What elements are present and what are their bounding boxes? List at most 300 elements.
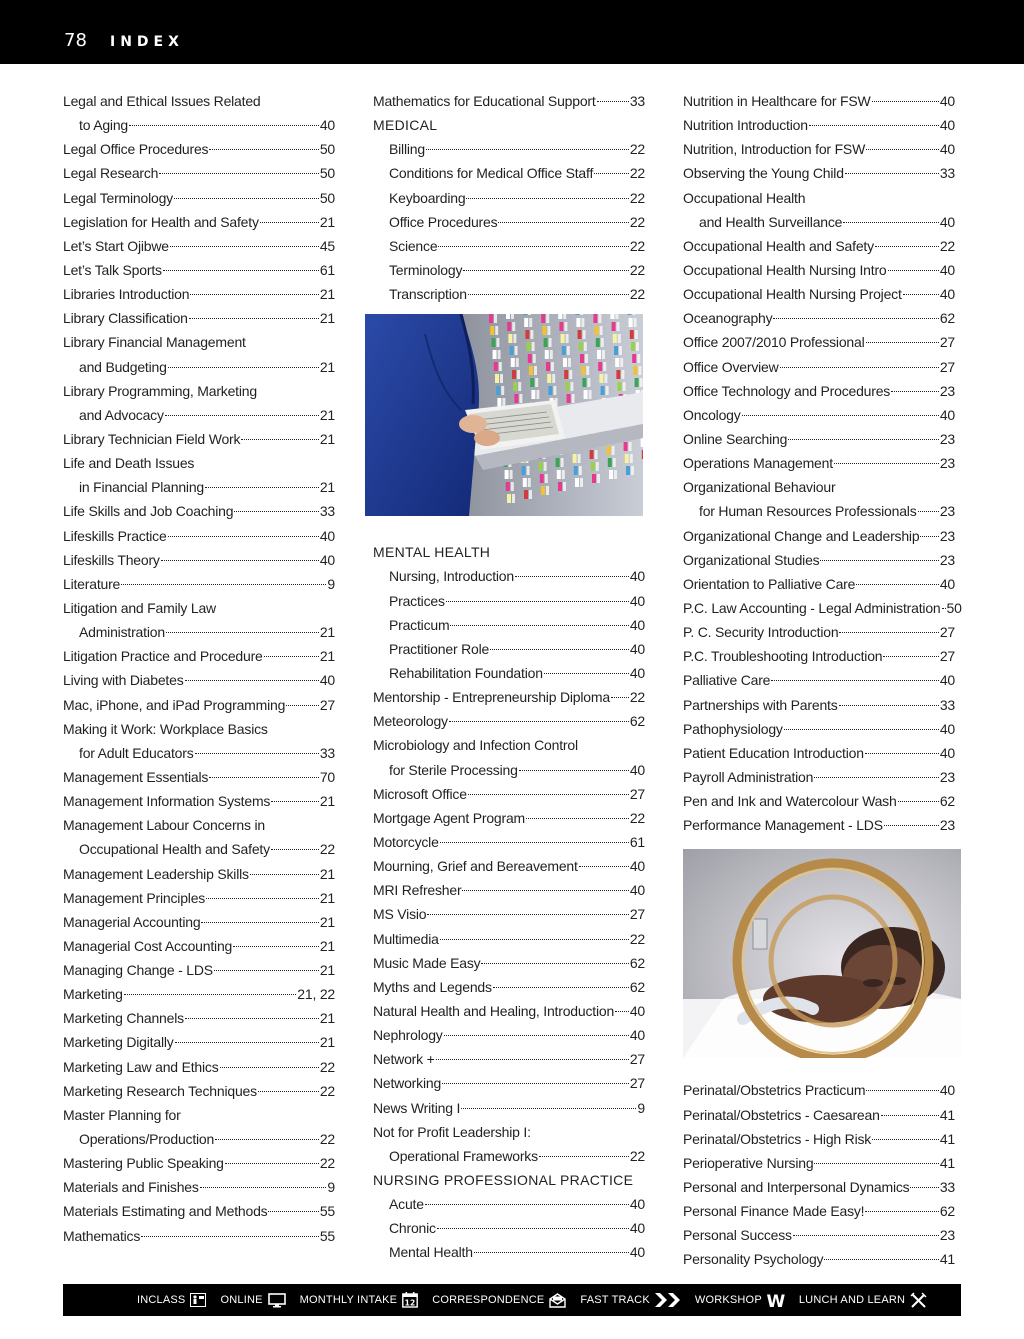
dot-leader <box>215 1139 319 1140</box>
index-entry <box>373 927 645 951</box>
index-entry <box>683 1247 955 1271</box>
index-entry <box>373 89 645 113</box>
index-entry-page: 41 <box>939 1251 955 1268</box>
index-entry-title: Network + <box>373 1051 435 1068</box>
index-entry-page: 40 <box>939 575 955 592</box>
index-entry-title: Office Technology and Procedures <box>683 382 891 399</box>
index-entry <box>683 741 955 765</box>
index-entry-title: News Writing I <box>373 1099 461 1116</box>
legend-label: MONTHLY INTAKE <box>299 1294 398 1306</box>
index-entry-title: Mac, iPhone, and iPad Programming <box>63 696 286 713</box>
index-entry-title: and Advocacy <box>79 406 164 423</box>
index-entry <box>63 813 335 837</box>
index-entry-page: 40 <box>939 1082 955 1099</box>
index-entry-page: 22 <box>629 809 645 826</box>
index-entry-title: Organizational Behaviour <box>683 479 836 496</box>
index-entry <box>63 282 335 306</box>
index-entry <box>683 1199 955 1223</box>
index-entry <box>683 210 955 234</box>
dot-leader <box>498 222 628 223</box>
dot-leader <box>866 1090 939 1091</box>
index-entry-title: Mathematics <box>63 1227 141 1244</box>
index-entry-title: Online Searching <box>683 430 788 447</box>
legend-item <box>799 1292 927 1309</box>
index-entry-title: Partnerships with Parents <box>683 696 838 713</box>
index-entry <box>683 234 955 258</box>
index-entry-page: 27 <box>939 648 955 665</box>
index-entry-page: 40 <box>629 640 645 657</box>
dot-leader <box>594 173 629 174</box>
dot-leader <box>220 1067 319 1068</box>
index-entry <box>373 186 645 210</box>
dot-leader <box>839 705 939 706</box>
dot-leader <box>856 584 939 585</box>
index-entry-title: Libraries Introduction <box>63 286 190 303</box>
index-entry <box>683 813 955 837</box>
index-entry <box>373 975 645 999</box>
dot-leader <box>234 511 319 512</box>
index-entry-title: Let’s Start Ojibwe <box>63 237 169 254</box>
index-entry-page: 40 <box>319 672 335 689</box>
index-entry <box>373 258 645 282</box>
index-entry <box>63 717 335 741</box>
index-entry <box>683 330 955 354</box>
dot-leader <box>820 560 938 561</box>
index-entry-title: Materials and Finishes <box>63 1179 199 1196</box>
dot-leader <box>742 415 939 416</box>
dot-leader <box>793 1235 939 1236</box>
dot-leader <box>124 994 297 995</box>
index-entry <box>683 1103 955 1127</box>
index-entry-page: 22 <box>319 841 335 858</box>
legend-label: FAST TRACK <box>580 1294 650 1306</box>
index-entry-page: 62 <box>939 793 955 810</box>
dot-leader <box>519 770 629 771</box>
index-category-heading: MENTAL HEALTH <box>373 544 491 561</box>
dot-leader <box>888 270 939 271</box>
index-entry-title: Mathematics for Educational Support <box>373 93 596 109</box>
mail-icon <box>549 1293 566 1308</box>
dot-leader <box>903 294 939 295</box>
index-category-heading: NURSING PROFESSIONAL PRACTICE <box>373 1171 634 1188</box>
dot-leader <box>843 222 939 223</box>
dot-leader <box>872 1139 939 1140</box>
index-entry-title: Patient Education Introduction <box>683 744 864 761</box>
index-entry <box>373 951 645 975</box>
index-entry-title: Personality Psychology <box>683 1251 824 1268</box>
index-entry-page: 40 <box>319 117 335 134</box>
index-entry-title: Marketing Law and Ethics <box>63 1058 219 1075</box>
index-entry <box>63 355 335 379</box>
index-entry-page: 62 <box>939 1203 955 1220</box>
index-entry-page: 22 <box>939 237 955 254</box>
dot-leader <box>845 173 939 174</box>
index-entry-page: 21 <box>319 865 335 882</box>
dot-leader <box>129 125 319 126</box>
index-entry <box>63 741 335 765</box>
index-entry <box>373 637 645 661</box>
index-entry-page: 61 <box>629 833 645 850</box>
index-entry-page: 23 <box>939 382 955 399</box>
dot-leader <box>205 487 319 488</box>
index-entry-page: 22 <box>319 1155 335 1172</box>
dot-leader <box>615 1011 629 1012</box>
index-entry-page: 21 <box>319 793 335 810</box>
index-entry-page: 27 <box>629 1051 645 1068</box>
dot-leader <box>444 1035 629 1036</box>
index-entry <box>63 668 335 692</box>
index-entry <box>373 1120 645 1144</box>
index-entry-page: 45 <box>319 237 335 254</box>
index-entry-title: MS Visio <box>373 906 427 923</box>
index-entry <box>683 403 955 427</box>
index-entry-title: Pathophysiology <box>683 720 783 737</box>
calendar-icon <box>402 1292 418 1308</box>
index-entry <box>63 572 335 596</box>
index-entry <box>63 1224 335 1248</box>
index-entry <box>63 186 335 210</box>
index-entry <box>683 1223 955 1247</box>
index-entry-title: Marketing Research Techniques <box>63 1082 257 1099</box>
dot-leader <box>462 890 628 891</box>
index-entry <box>373 1071 645 1095</box>
index-entry-title: Billing <box>389 141 425 158</box>
index-entry-page: 21 <box>319 479 335 496</box>
index-entry-title: Occupational Health and Safety <box>79 841 270 858</box>
dot-leader <box>771 680 939 681</box>
index-entry <box>373 902 645 926</box>
index-entry-title: Life Skills and Job Coaching <box>63 503 234 520</box>
index-entry-page: 27 <box>629 785 645 802</box>
index-entry <box>373 806 645 830</box>
index-entry-page: 41 <box>939 1154 955 1171</box>
dot-leader <box>809 125 939 126</box>
dot-leader <box>920 536 938 537</box>
index-entry-title: Rehabilitation Foundation <box>389 664 543 681</box>
index-entry-page: 27 <box>939 358 955 375</box>
index-entry <box>373 613 645 637</box>
dot-leader <box>834 463 939 464</box>
dot-leader <box>474 1252 629 1253</box>
index-entry <box>683 186 955 210</box>
index-entry <box>373 661 645 685</box>
index-entry-title: Litigation Practice and Procedure <box>63 648 263 665</box>
index-entry-title: Management Information Systems <box>63 793 271 810</box>
index-entry-title: Office Procedures <box>389 213 498 230</box>
index-entry-page: 22 <box>629 189 645 206</box>
index-entry-title: Legal and Ethical Issues Related <box>63 93 261 109</box>
index-entry <box>683 668 955 692</box>
index-entry-title: Motorcycle <box>373 833 439 850</box>
index-entry-page: 40 <box>939 744 955 761</box>
legend-item <box>580 1293 680 1307</box>
index-entry-title: Mentorship - Entrepreneurship Diploma <box>373 689 610 706</box>
dot-leader <box>839 632 938 633</box>
index-entry-title: P. C. Security Introduction <box>683 624 839 641</box>
dot-leader <box>611 697 629 698</box>
index-entry-title: Nutrition, Introduction for FSW <box>683 141 866 158</box>
dot-leader <box>250 874 319 875</box>
index-entry <box>63 596 335 620</box>
index-entry <box>683 475 955 499</box>
index-entry <box>63 210 335 234</box>
dot-leader <box>526 818 629 819</box>
index-entry-title: Mental Health <box>389 1244 473 1261</box>
index-entry-page: 22 <box>319 1131 335 1148</box>
index-entry-page: 40 <box>629 616 645 633</box>
index-entry-page: 21 <box>319 310 335 327</box>
index-entry-title: for Adult Educators <box>79 744 194 761</box>
dot-leader <box>463 270 629 271</box>
index-entry-page: 22 <box>629 237 645 254</box>
index-entry-title: Occupational Health Nursing Project <box>683 286 902 303</box>
index-entry-page: 62 <box>629 713 645 730</box>
index-entry-title: Performance Management - LDS <box>683 817 883 834</box>
index-entry-title: Natural Health and Healing, Introduction <box>373 1002 615 1019</box>
index-entry-title: Science <box>389 237 438 254</box>
index-entry <box>683 161 955 185</box>
index-entry <box>373 1192 645 1216</box>
index-entry-title: Personal and Interpersonal Dynamics <box>683 1178 910 1195</box>
index-entry-title: Organizational Change and Leadership <box>683 527 920 544</box>
index-entry-page: 40 <box>629 592 645 609</box>
dot-leader <box>866 149 939 150</box>
index-entry-page: 40 <box>939 213 955 230</box>
dot-leader <box>918 511 939 512</box>
dot-leader <box>942 608 946 609</box>
index-entry-page: 33 <box>629 93 645 109</box>
index-entry-title: Practitioner Role <box>389 640 490 657</box>
index-entry-title: Legal Office Procedures <box>63 141 209 158</box>
index-entry-page: 62 <box>629 954 645 971</box>
index-column-1 <box>63 89 335 1248</box>
dot-leader <box>163 270 319 271</box>
index-entry-page: 40 <box>629 664 645 681</box>
index-entry <box>63 427 335 451</box>
index-entry <box>373 589 645 613</box>
index-entry-page: 33 <box>319 744 335 761</box>
index-entry-page: 27 <box>939 624 955 641</box>
index-entry-title: Management Labour Concerns in <box>63 817 265 834</box>
index-entry <box>683 596 962 620</box>
index-entry-title: Perinatal/Obstetrics Practicum <box>683 1082 866 1099</box>
index-entry <box>63 451 335 475</box>
index-entry-title: Nutrition in Healthcare for FSW <box>683 93 871 109</box>
index-entry-page: 22 <box>629 930 645 947</box>
dot-leader <box>468 794 629 795</box>
dot-leader <box>539 1156 629 1157</box>
index-entry-page: 40 <box>939 261 955 278</box>
index-entry-title: Myths and Legends <box>373 978 492 995</box>
index-entry-page: 27 <box>629 906 645 923</box>
index-entry <box>63 1151 335 1175</box>
index-entry <box>683 1127 955 1151</box>
index-entry-page: 21 <box>319 624 335 641</box>
index-entry <box>683 548 955 572</box>
index-entry <box>63 475 335 499</box>
legend-label: LUNCH AND LEARN <box>798 1294 906 1306</box>
index-entry-page: 22 <box>629 286 645 303</box>
index-entry-page: 22 <box>629 165 645 182</box>
dot-leader <box>437 1228 629 1229</box>
index-entry <box>63 1127 335 1151</box>
index-entry-title: Networking <box>373 1075 442 1092</box>
index-entry-page: 40 <box>629 761 645 778</box>
index-entry-page: 41 <box>939 1130 955 1147</box>
index-entry-title: Observing the Young Child <box>683 165 844 182</box>
index-entry-page: 23 <box>939 527 955 544</box>
dot-leader <box>121 584 326 585</box>
index-entry-title: Lifeskills Practice <box>63 527 167 544</box>
index-entry-title: Master Planning for <box>63 1106 181 1123</box>
index-entry-page: 22 <box>319 1058 335 1075</box>
legend-label: CORRESPONDENCE <box>432 1294 545 1306</box>
index-entry-page: 33 <box>939 1178 955 1195</box>
dot-leader <box>814 1163 938 1164</box>
index-entry-page: 21 <box>319 913 335 930</box>
index-entry <box>63 1006 335 1030</box>
index-entry-page: 22 <box>629 689 645 706</box>
index-entry-title: Operations/Production <box>79 1131 215 1148</box>
index-entry <box>683 1078 955 1102</box>
index-entry <box>63 1103 335 1127</box>
dot-leader <box>271 801 319 802</box>
dot-leader <box>141 1236 319 1237</box>
index-entry-title: Occupational Health Nursing Intro <box>683 261 887 278</box>
index-entry-page: 40 <box>629 1220 645 1237</box>
index-entry-page: 21 <box>319 889 335 906</box>
index-entry <box>373 1144 645 1168</box>
index-entry-title: Making it Work: Workplace Basics <box>63 720 268 737</box>
index-entry-page: 23 <box>939 1227 955 1244</box>
index-entry-page: 21 <box>319 286 335 303</box>
legend-item <box>300 1292 419 1308</box>
index-entry <box>683 137 955 161</box>
index-entry <box>63 258 335 282</box>
index-entry-title: Transcription <box>389 286 467 303</box>
index-entry <box>63 934 335 958</box>
index-column-2 <box>373 89 645 1264</box>
index-entry-title: in Financial Planning <box>79 479 204 496</box>
index-entry-title: Oncology <box>683 406 741 423</box>
medical-records-photo <box>365 314 643 516</box>
dot-leader <box>442 1083 629 1084</box>
index-entry-page: 40 <box>629 1002 645 1019</box>
index-entry <box>373 782 645 806</box>
dot-leader <box>165 415 319 416</box>
index-entry-title: Occupational Health and Safety <box>683 237 874 254</box>
dot-leader <box>175 1042 319 1043</box>
index-entry <box>63 644 335 668</box>
index-entry <box>63 982 335 1006</box>
index-entry-page: 27 <box>629 1075 645 1092</box>
index-entry-page: 55 <box>319 1227 335 1244</box>
dot-leader <box>481 963 628 964</box>
index-entry <box>683 113 955 137</box>
index-entry <box>683 644 955 668</box>
index-entry <box>63 1055 335 1079</box>
index-entry-title: Management Principles <box>63 889 206 906</box>
index-entry-title: Administration <box>79 624 165 641</box>
index-entry <box>683 306 955 330</box>
dot-leader <box>780 367 939 368</box>
index-entry-page: 23 <box>939 551 955 568</box>
dot-leader <box>866 342 939 343</box>
legend-label: INCLASS <box>137 1294 186 1306</box>
index-entry-page: 40 <box>939 117 955 134</box>
index-entry-page: 40 <box>629 1027 645 1044</box>
index-entry-title: Litigation and Family Law <box>63 599 216 616</box>
index-entry-title: Literature <box>63 575 121 592</box>
index-entry-title: Marketing <box>63 986 123 1003</box>
index-entry <box>63 765 335 789</box>
index-entry <box>373 854 645 878</box>
index-category-heading: MEDICAL <box>373 117 438 134</box>
dot-leader <box>440 842 629 843</box>
index-entry-title: Library Financial Management <box>63 334 246 351</box>
index-entry-page: 33 <box>939 696 955 713</box>
classroom-icon <box>190 1293 206 1307</box>
dot-leader <box>865 753 939 754</box>
index-entry-title: Terminology <box>389 261 463 278</box>
legend-label: ONLINE <box>220 1294 263 1306</box>
dot-leader <box>875 246 939 247</box>
index-entry-page: 23 <box>939 817 955 834</box>
dot-leader <box>426 149 629 150</box>
index-entry <box>63 620 335 644</box>
index-entry-title: Let’s Talk Sports <box>63 261 162 278</box>
section-title: INDEX <box>110 34 184 50</box>
index-entry-page: 41 <box>939 1106 955 1123</box>
index-entry-title: Legislation for Health and Safety <box>63 213 259 230</box>
index-entry <box>373 161 645 185</box>
fast-forward-icon <box>655 1293 681 1307</box>
index-entry-title: Not for Profit Leadership I: <box>373 1123 531 1140</box>
index-entry-title: Perioperative Nursing <box>683 1154 814 1171</box>
index-entry <box>63 1199 335 1223</box>
index-entry-page: 21 <box>319 937 335 954</box>
svg-text:12: 12 <box>404 1298 416 1308</box>
index-entry-title: Perinatal/Obstetrics - Caesarean <box>683 1106 880 1123</box>
index-entry-title: Multimedia <box>373 930 439 947</box>
dot-leader <box>597 101 629 102</box>
index-entry-title: to Aging <box>79 117 128 134</box>
dot-leader <box>515 576 629 577</box>
index-entry-page: 22 <box>629 1147 645 1164</box>
index-entry <box>63 161 335 185</box>
index-entry <box>683 451 955 475</box>
dot-leader <box>881 1115 939 1116</box>
index-entry-page: 27 <box>939 334 955 351</box>
index-entry-page: 40 <box>629 1244 645 1261</box>
index-entry <box>683 620 955 644</box>
dot-leader <box>268 1211 318 1212</box>
header-bar <box>0 0 1024 64</box>
index-entry-page: 21 <box>319 1034 335 1051</box>
dot-leader <box>784 729 939 730</box>
index-entry <box>373 758 645 782</box>
index-entry <box>373 1023 645 1047</box>
index-entry-page: 21 <box>319 406 335 423</box>
dot-leader <box>468 294 629 295</box>
index-entry <box>373 733 645 757</box>
dot-leader <box>824 1259 938 1260</box>
index-entry <box>683 379 955 403</box>
index-entry <box>63 234 335 258</box>
index-entry-page: 40 <box>629 882 645 899</box>
index-entry-page: 50 <box>946 599 962 616</box>
index-entry-page: 61 <box>319 261 335 278</box>
